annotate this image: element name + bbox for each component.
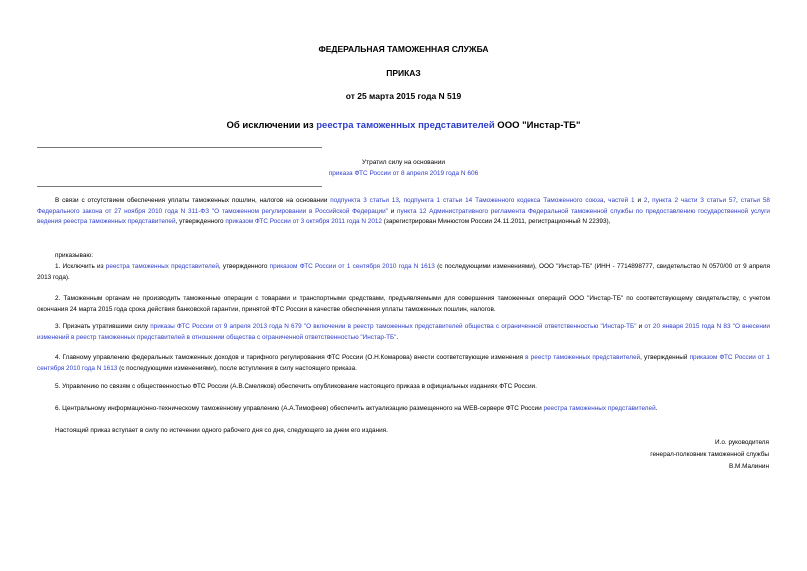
preamble-text: (зарегистрирован Минюстом России 24.11.2011, регистрационный N 22393),: [381, 218, 611, 225]
item-3: [37, 322, 770, 343]
preamble-text: ,: [736, 197, 741, 204]
order-link[interactable]: приказы ФТС России от 9 апреля 2013 года N 679 "О включении в реестр таможенных представителей общества с ограниченной ответственностью "Инстар-ТБ": [150, 323, 637, 330]
registry-link[interactable]: реестра таможенных представителей: [105, 263, 219, 270]
preamble-text: и: [387, 207, 398, 215]
repeal-order-link[interactable]: приказа ФТС России от 8 апреля 2019 года N 606: [328, 170, 479, 177]
law-link[interactable]: статьи 58 Федерального закона от 27 ноября 2010 года N 311-ФЗ "О таможенном регулировании в Российской Федерации": [37, 197, 770, 215]
item-text: 3. Признать утратившими силу: [55, 323, 151, 330]
item-text: 6. Центральному информационно-техническому таможенному управлению (А.А.Тимофеев) обеспечить актуализацию размещенного на WEB-сервере ФТС России: [55, 405, 544, 412]
item-2: 2. Таможенным органам не производить таможенные операции с товарами и транспортными средствами, предъявляемыми для совершения таможенных операций ООО "Инстар-ТБ" по соответствующему свидетельству, с учетом окончания 24 марта 2015 года срока действия банковской гарантии, принятой ФТС России в качестве обеспечения уплаты таможенных пошлин, налогов.: [37, 295, 770, 313]
item-text: , утвержденный: [640, 354, 690, 361]
preamble-text: В связи с отсутствием обеспечения уплаты таможенных пошлин, налогов на основании: [55, 197, 331, 204]
item-text: .: [396, 333, 399, 341]
registry-link[interactable]: в реестр таможенных представителей: [525, 354, 641, 361]
preamble-text: и: [634, 197, 644, 204]
item-4: [37, 353, 770, 374]
signer-name: В.М.Малинин: [728, 463, 769, 471]
document-type: ПРИКАЗ: [386, 68, 421, 78]
item-text: .: [655, 405, 658, 412]
item-1: [37, 262, 770, 283]
preamble-text: , утвержденного: [175, 218, 226, 225]
status-note-text: Утратил силу на основании: [361, 159, 446, 166]
signature-block: [650, 437, 769, 474]
item-7: Настоящий приказ вступает в силу по истечении одного рабочего дня со дня, следующего за днем его издания.: [55, 427, 388, 434]
item-text: 4. Главному управлению федеральных таможенных доходов и тарифного регулирования ФТС России (О.Н.Комарова) внести соответствующие изменения: [55, 354, 526, 361]
item-text: 1. Исключить из: [55, 263, 106, 270]
item-text: (с последующими изменениями), ООО "Инстар-ТБ" (ИНН - 7714898777, свидетельство N 0570/00 от 9 апреля 2013 года).: [37, 263, 770, 281]
order-link[interactable]: от 20 января 2015 года N 83 "О внесении изменений в реестр таможенных представителей в отношении общества с ограниченной ответственностью "Инстар-ТБ": [37, 323, 770, 341]
law-link[interactable]: частей 1: [608, 197, 635, 204]
law-link[interactable]: приказом ФТС России от 3 октября 2011 года N 2012: [225, 218, 382, 225]
order-link[interactable]: приказом ФТС России от 1 сентября 2010 года N 1613: [269, 263, 435, 270]
item-text: и: [636, 323, 645, 330]
preamble-text: ,: [603, 197, 609, 204]
order-link[interactable]: приказом ФТС России от 1 сентября 2010 года N 1613: [37, 354, 770, 372]
item-5: 5. Управлению по связям с общественностью ФТС России (А.В.Смеляков) обеспечить опубликование настоящего приказа в официальных изданиях ФТС России.: [55, 383, 537, 390]
law-link[interactable]: пункта 12 Административного регламента Федеральной таможенной службы по предоставлению государственной услуги ведения реестра таможенных представителей: [37, 207, 770, 225]
law-link[interactable]: 2: [643, 197, 648, 204]
law-link[interactable]: подпункта 3 статьи 13: [330, 197, 399, 204]
order-word: приказываю:: [55, 252, 93, 259]
title-suffix: ООО "Инстар-ТБ": [494, 120, 581, 131]
registry-link[interactable]: реестра таможенных представителей: [316, 120, 495, 131]
signer-rank: генерал-полковник таможенной службы: [650, 451, 769, 459]
signer-position: И.о. руководителя: [715, 439, 769, 446]
item-text: (с последующими изменениями), после вступления в силу настоящего приказа.: [117, 364, 357, 372]
preamble-text: ,: [647, 197, 653, 204]
preamble-paragraph: [37, 196, 770, 228]
preamble-text: ,: [398, 197, 404, 204]
document-date: от 25 марта 2015 года N 519: [345, 91, 462, 101]
item-6: [37, 404, 770, 415]
item-text: , утвержденного: [218, 263, 270, 270]
organization-name: ФЕДЕРАЛЬНАЯ ТАМОЖЕННАЯ СЛУЖБА: [318, 44, 489, 54]
registry-link[interactable]: реестра таможенных представителей: [543, 405, 656, 412]
law-link[interactable]: подпункта 1 статьи 14 Таможенного кодекса Таможенного союза: [403, 197, 604, 204]
title-prefix: Об исключении из: [226, 120, 317, 131]
law-link[interactable]: пункта 2 части 3 статьи 57: [652, 197, 737, 204]
